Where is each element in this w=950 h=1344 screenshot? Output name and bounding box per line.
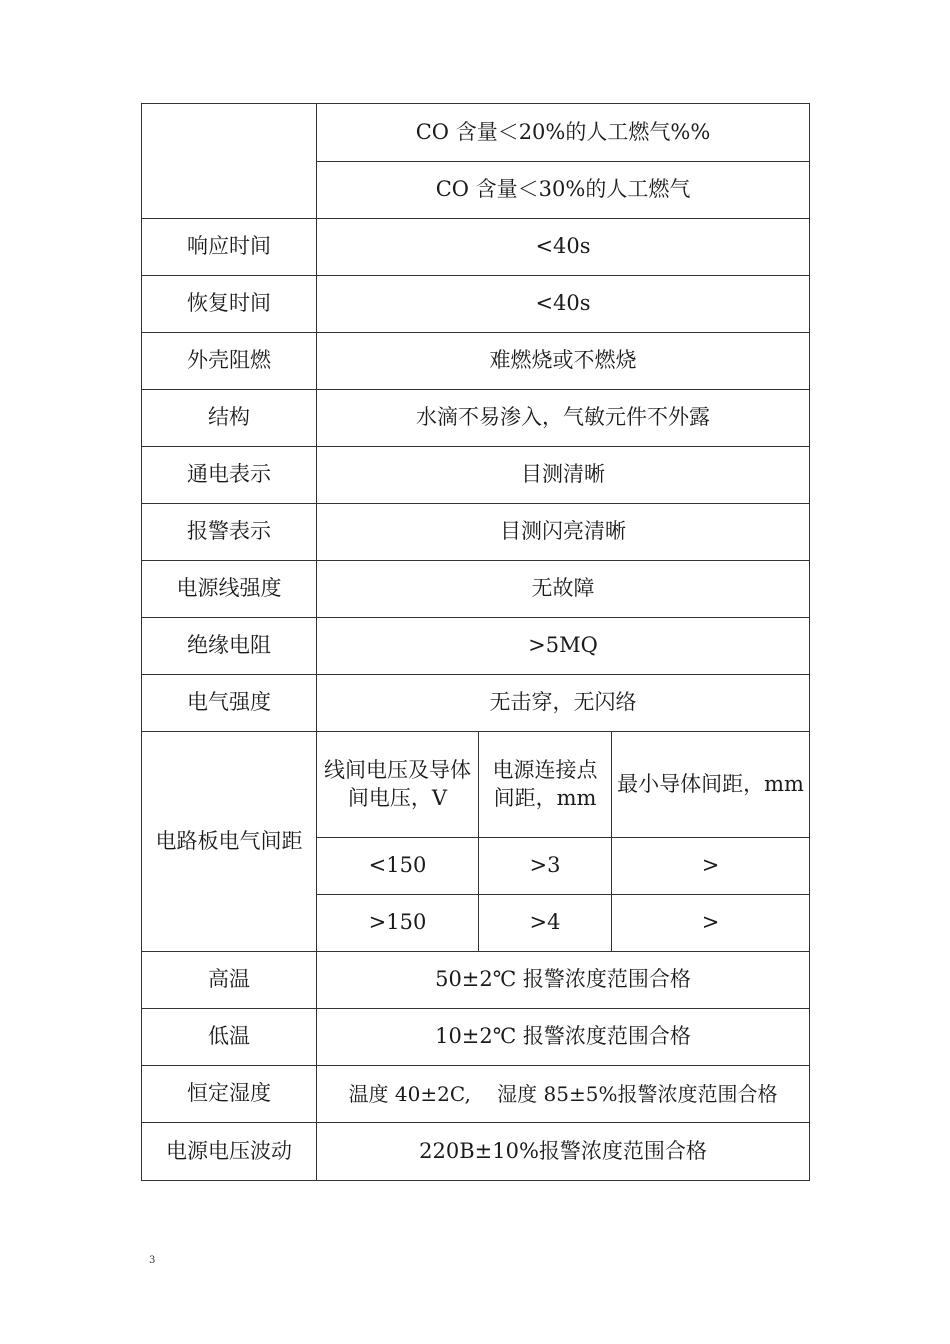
value-cell: CO 含量＜20%的人工燃气%% [317, 104, 810, 162]
value-cell: CO 含量＜30%的人工燃气 [317, 162, 810, 219]
value-cell: <40s [317, 219, 810, 276]
value-cell: 10±2℃ 报警浓度范围合格 [317, 1009, 810, 1066]
table-row [142, 1123, 810, 1181]
clearance-cell: >3 [479, 838, 612, 895]
label-cell: 电源电压波动 [142, 1123, 317, 1181]
table-row [142, 104, 810, 162]
table-row [142, 219, 810, 276]
value-cell: 难燃烧或不燃烧 [317, 333, 810, 390]
table-row [142, 1066, 810, 1123]
clearance-cell: > [612, 895, 810, 952]
table-row [142, 333, 810, 390]
label-cell: 电气强度 [142, 675, 317, 732]
value-cell: 50±2℃ 报警浓度范围合格 [317, 952, 810, 1009]
label-cell: 电源线强度 [142, 561, 317, 618]
value-cell: 无故障 [317, 561, 810, 618]
value-cell: 无击穿，无闪络 [317, 675, 810, 732]
clearance-cell: >4 [479, 895, 612, 952]
table-row [142, 504, 810, 561]
table-row [142, 675, 810, 732]
table-row [142, 390, 810, 447]
specification-table [141, 103, 810, 1181]
label-cell: 通电表示 [142, 447, 317, 504]
label-cell: 恒定湿度 [142, 1066, 317, 1123]
clearance-cell: <150 [317, 838, 479, 895]
value-cell: 220B±10%报警浓度范围合格 [317, 1123, 810, 1181]
clearance-header-row [142, 732, 810, 838]
empty-label-cell [142, 104, 317, 219]
clearance-header-cell: 最小导体间距，mm [612, 732, 810, 838]
label-cell: 高温 [142, 952, 317, 1009]
table-row [142, 561, 810, 618]
table-row [142, 952, 810, 1009]
value-cell: >5MQ [317, 618, 810, 675]
clearance-header-cell: 电源连接点间距，mm [479, 732, 612, 838]
value-cell: 温度 40±2C, 湿度 85±5%报警浓度范围合格 [317, 1066, 810, 1123]
table-row [142, 1009, 810, 1066]
table-row [142, 276, 810, 333]
clearance-label-cell: 电路板电气间距 [142, 732, 317, 952]
table-row [142, 618, 810, 675]
clearance-cell: >150 [317, 895, 479, 952]
table-row [142, 447, 810, 504]
label-cell: 响应时间 [142, 219, 317, 276]
value-cell: <40s [317, 276, 810, 333]
page-number: 3 [149, 1255, 156, 1266]
label-cell: 报警表示 [142, 504, 317, 561]
clearance-header-cell: 线间电压及导体间电压，V [317, 732, 479, 838]
label-cell: 低温 [142, 1009, 317, 1066]
label-cell: 外壳阻燃 [142, 333, 317, 390]
label-cell: 结构 [142, 390, 317, 447]
value-cell: 目测清晰 [317, 447, 810, 504]
label-cell: 绝缘电阻 [142, 618, 317, 675]
value-cell: 目测闪亮清晰 [317, 504, 810, 561]
clearance-cell: > [612, 838, 810, 895]
value-cell: 水滴不易渗入，气敏元件不外露 [317, 390, 810, 447]
label-cell: 恢复时间 [142, 276, 317, 333]
